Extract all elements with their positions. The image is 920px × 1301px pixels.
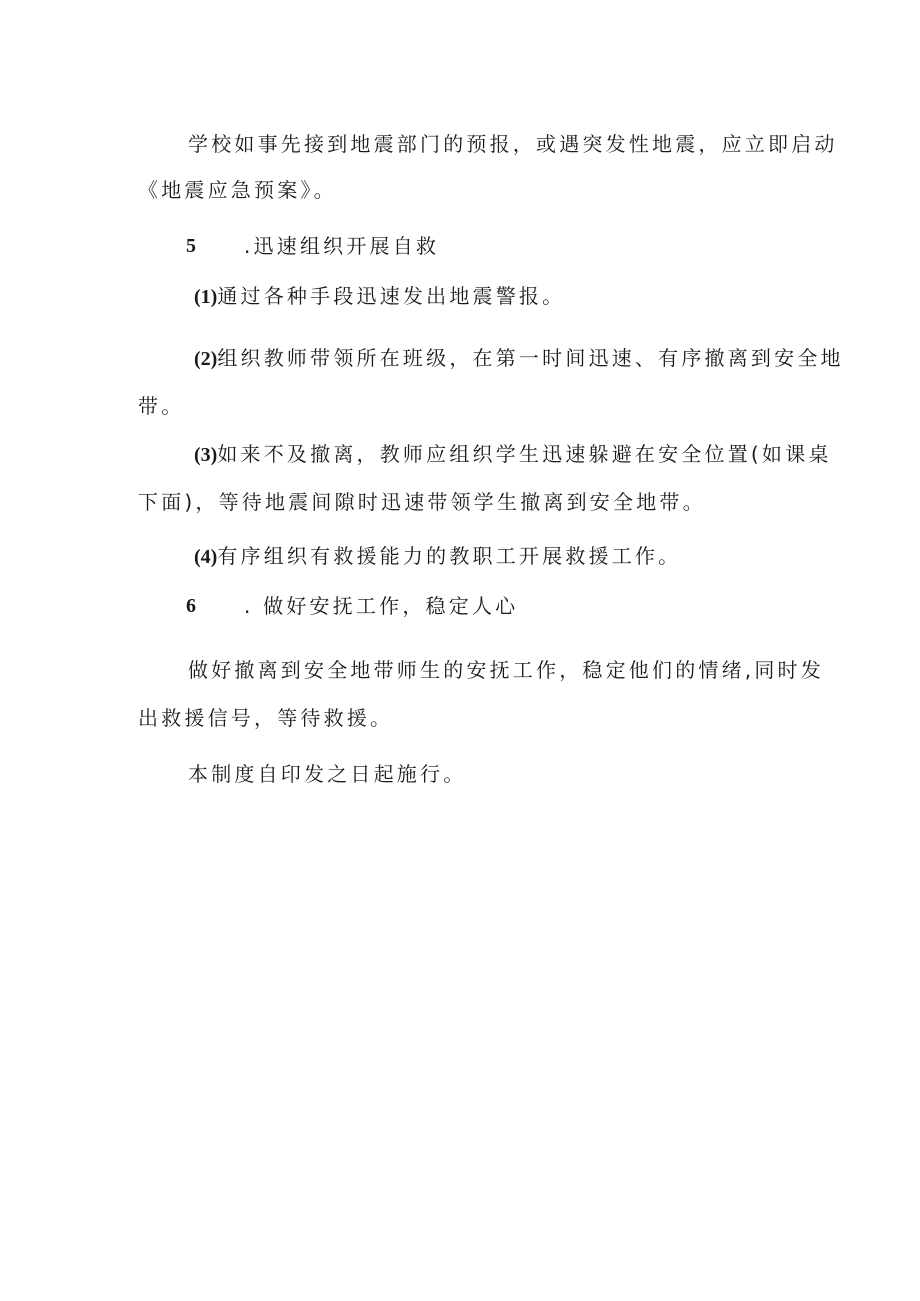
section-6-number: 6	[186, 595, 196, 617]
intro-line-2: 《地震应急预案》。	[138, 178, 337, 202]
item-1-text: 通过各种手段迅速发出地震警报。	[217, 284, 566, 308]
list-item	[194, 282, 565, 311]
section-6-para-line-2: 出救援信号，等待救援。	[138, 706, 394, 730]
item-3-continuation: 下面)，等待地震间隙时迅速带领学生撤离到安全地带。	[138, 490, 706, 514]
item-4-marker: (4)	[194, 546, 218, 568]
item-1-marker: (1)	[194, 286, 218, 308]
item-2-text: 组织教师带领所在班级，在第一时间迅速、有序撤离到安全地	[217, 346, 844, 370]
item-2-continuation: 带。	[138, 394, 185, 418]
intro-line-1: 学校如事先接到地震部门的预报，或遇突发性地震，应立即启动	[188, 132, 838, 156]
closing-statement: 本制度自印发之日起施行。	[188, 762, 467, 786]
list-item	[194, 542, 681, 571]
section-5-number: 5	[186, 235, 196, 257]
section-6-title: . 做好安抚工作，稳定人心	[244, 594, 519, 618]
section-6-para-line-1: 做好撤离到安全地带师生的安抚工作，稳定他们的情绪,同时发	[188, 658, 824, 682]
item-3-marker: (3)	[194, 444, 218, 466]
section-5-title: .迅速组织开展自救	[244, 234, 440, 258]
list-item	[194, 344, 844, 373]
item-3-text: 如来不及撤离，教师应组织学生迅速躲避在安全位置(如课桌	[217, 442, 832, 466]
item-4-text: 有序组织有救援能力的教职工开展救援工作。	[217, 544, 682, 568]
item-2-marker: (2)	[194, 348, 218, 370]
list-item	[194, 440, 832, 469]
